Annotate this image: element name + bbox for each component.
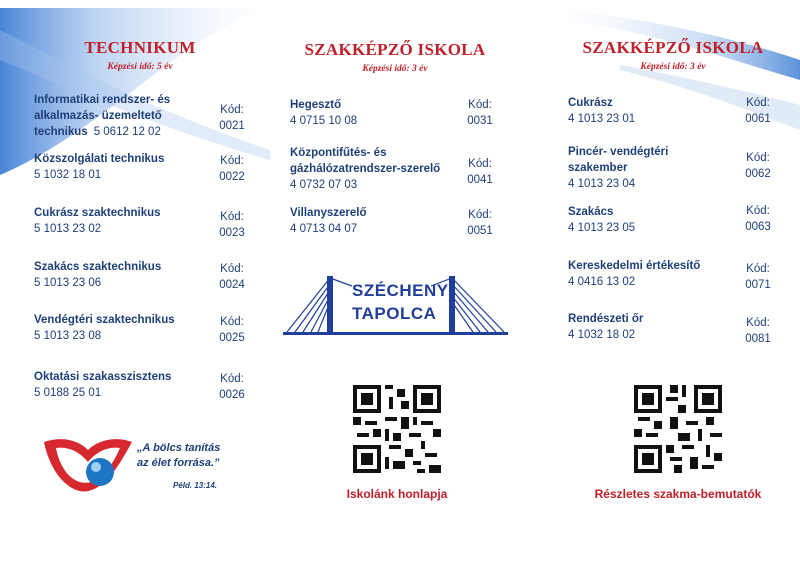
qr-code-icon[interactable]	[634, 385, 722, 473]
list-item: Vendégtéri szaktechnikus 5 1013 23 08	[34, 314, 175, 342]
technikum-title: TECHNIKUM	[84, 38, 196, 57]
kod-label: Kód: 0023	[219, 211, 245, 239]
list-item: Oktatási szakasszisztens 5 0188 25 01	[34, 371, 172, 399]
list-item: Szakács 4 1013 23 05	[568, 206, 636, 234]
kod-label: Kód: 0063	[745, 205, 771, 233]
technikum-subtitle: Képzési idő: 5 év	[107, 62, 173, 72]
logo-text-tapolca: TAPOLCA	[352, 304, 437, 323]
szakkepzo-title-2: SZAKKÉPZŐ ISKOLA	[582, 38, 764, 57]
list-item: Szakács szaktechnikus 5 1013 23 06	[34, 261, 162, 289]
list-item: Hegesztő 4 0715 10 08	[290, 99, 358, 127]
qr-caption-homepage: Iskolánk honlapja	[346, 487, 448, 501]
qr-code-icon[interactable]	[353, 385, 441, 473]
list-item: Villanyszerelő 4 0713 04 07	[290, 207, 367, 235]
list-item: Kereskedelmi értékesítő 4 0416 13 02	[568, 260, 701, 288]
technikum-column	[60, 38, 220, 72]
szakkepzo-subtitle-1: Képzési idő: 3 év	[362, 64, 428, 74]
list-item: Cukrász 4 1013 23 01	[568, 97, 636, 125]
szakkepzo-subtitle-2: Képzési idő: 3 év	[640, 62, 706, 72]
kod-label: Kód: 0071	[745, 263, 771, 291]
list-item: Informatikai rendszer- és alkalmazás- üzemeltető technikus 5 0612 12 02	[34, 94, 171, 138]
kod-label: Kód: 0026	[219, 373, 245, 401]
kod-label: Kód: 0062	[745, 152, 771, 180]
qr-caption-professions: Részletes szakma-bemutatók	[594, 487, 762, 501]
motto-text: „A bölcs tanítás az élet forrása.”	[137, 442, 221, 469]
kod-label: Kód: 0024	[219, 263, 245, 291]
logo-text-szechenyi: SZÉCHENYI	[352, 281, 454, 300]
kod-label: Kód: 0031	[467, 99, 493, 127]
list-item: Közszolgálati technikus 5 1032 18 01	[34, 153, 165, 181]
kod-label: Kód: 0025	[219, 316, 245, 344]
school-emblem-icon	[42, 436, 134, 498]
kod-label: Kód: 0081	[745, 317, 771, 345]
list-item: Rendészeti őr 4 1032 18 02	[568, 313, 644, 341]
motto-reference: Péld. 13:14.	[173, 481, 218, 490]
kod-label: Kód: 0051	[467, 209, 493, 237]
szakkepzo-column-1	[290, 40, 500, 74]
szakkepzo-column-2	[568, 38, 778, 72]
list-item: Központifűtés- és gázhálózatrendszer-szerelő 4 0732 07 03	[290, 147, 441, 191]
kod-label: Kód: 0061	[745, 97, 771, 125]
list-item: Pincér- vendégtéri szakember 4 1013 23 04	[568, 146, 669, 190]
kod-label: Kód: 0022	[219, 155, 245, 183]
list-item: Cukrász szaktechnikus 5 1013 23 02	[34, 207, 161, 235]
kod-label: Kód: 0021	[219, 104, 245, 132]
szakkepzo-title-1: SZAKKÉPZŐ ISKOLA	[304, 40, 486, 59]
kod-label: Kód: 0041	[467, 158, 493, 186]
